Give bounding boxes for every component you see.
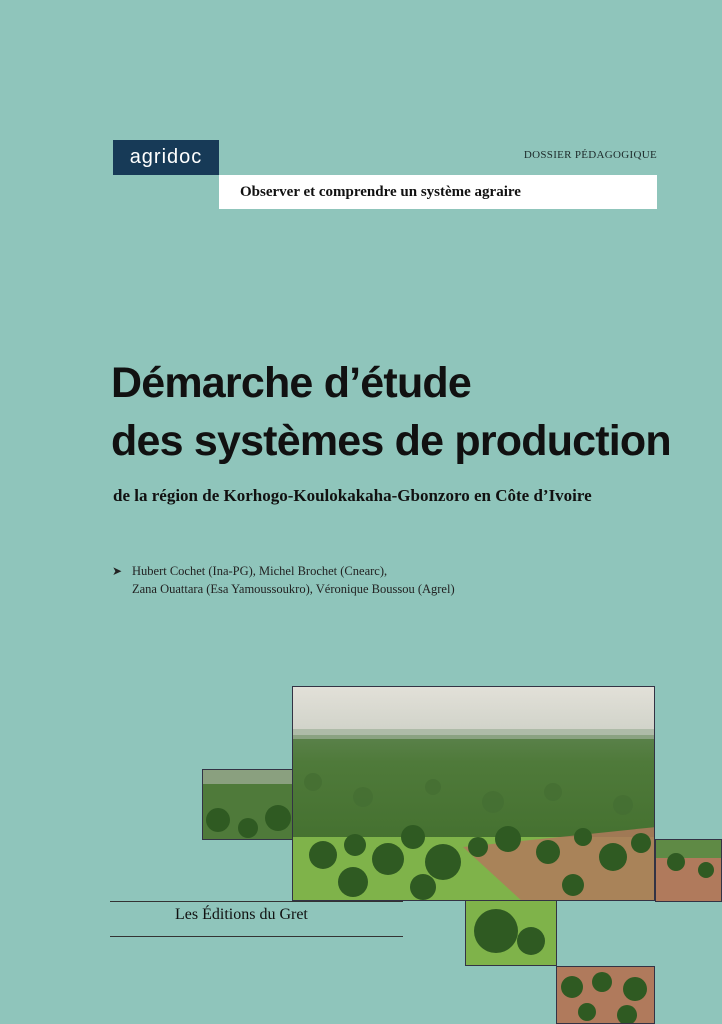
savanna-detail-image: [203, 770, 293, 840]
orchard-image: [557, 967, 655, 1024]
subtitle-text: Observer et comprendre un système agraire: [240, 183, 521, 200]
publisher-name: Les Éditions du Gret: [175, 906, 308, 923]
publisher-rule-bottom: [110, 936, 403, 937]
arrow-icon: ➤: [112, 564, 123, 578]
cover-photo-left: [202, 769, 293, 840]
title-line-1: Démarche d’étude: [111, 359, 471, 407]
authors-line-1: Hubert Cochet (Ina-PG), Michel Brochet (Cnearc),: [132, 564, 388, 578]
cover-photo-right: [655, 839, 722, 902]
savanna-landscape-image: [293, 687, 655, 901]
document-type-label: DOSSIER PÉDAGOGIQUE: [523, 149, 657, 161]
publisher-rule-top: [110, 901, 403, 902]
subtitle-band: [219, 175, 657, 209]
authors-block: [112, 562, 455, 598]
series-badge: agridoc: [113, 140, 219, 175]
cover-photo-corner: [556, 966, 655, 1024]
tree-field-image: [466, 901, 557, 966]
region-subtitle: de la région de Korhogo-Koulokakaha-Gbonzoro en Côte d’Ivoire: [113, 486, 592, 505]
title-line-2: des systèmes de production: [111, 417, 671, 465]
authors-line-2: Zana Ouattara (Esa Yamoussoukro), Véronique Boussou (Agrel): [132, 582, 455, 596]
cover-photo-main: [292, 686, 655, 901]
cover-photo-bottom: [465, 900, 557, 966]
field-detail-image: [656, 840, 722, 902]
